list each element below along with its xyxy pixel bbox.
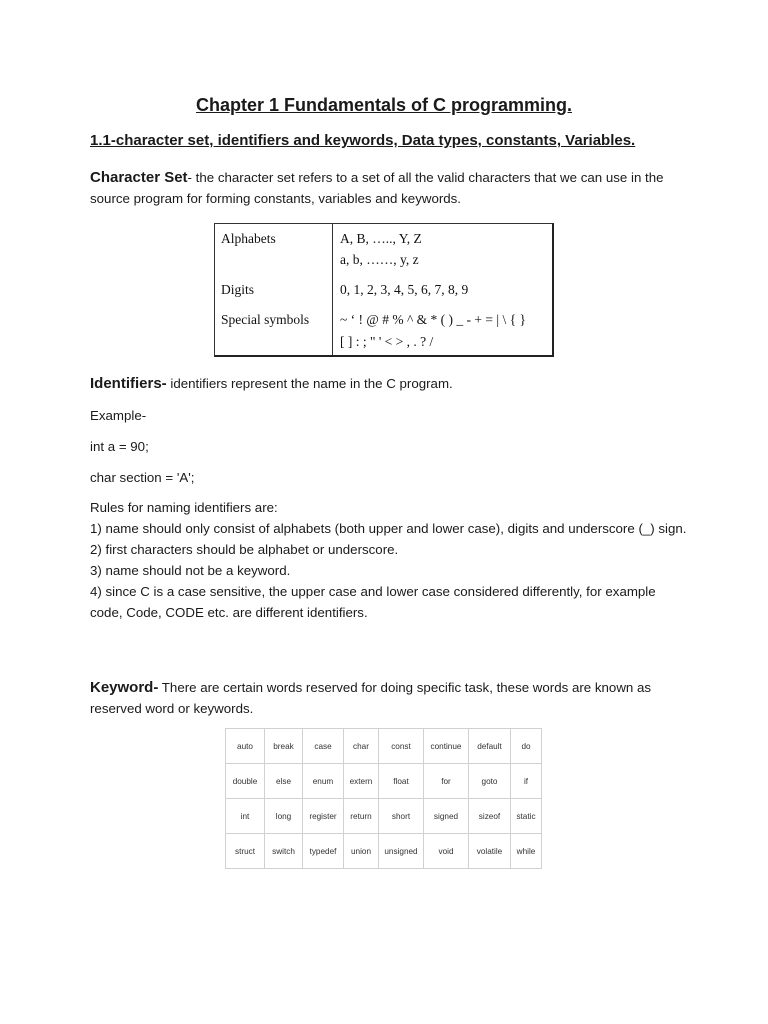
keyword-text: There are certain words reserved for doing specific task, these words are known as reserved word or keywords.: [90, 680, 652, 716]
value-lowercase: a, b, ……, y, z: [340, 252, 419, 267]
keyword-paragraph: [90, 677, 690, 719]
rule-item: 2) first characters should be alphabet or underscore.: [90, 542, 399, 557]
table-divider: [332, 224, 333, 355]
label-digits: Digits: [221, 282, 255, 297]
rule-item: 4) since C is a case sensitive, the upper case and lower case considered differently, for example code, Code, CODE etc. are different identifiers.: [90, 584, 656, 620]
keyword-cell: do: [511, 729, 542, 764]
keyword-cell: unsigned: [379, 834, 424, 869]
identifiers-text: identifiers represent the name in the C program.: [166, 376, 453, 391]
label-special-symbols: Special symbols: [221, 312, 310, 327]
keyword-cell: register: [303, 799, 344, 834]
keyword-cell: void: [424, 834, 469, 869]
character-set-table: [214, 223, 554, 357]
keyword-cell: else: [265, 764, 303, 799]
keyword-cell: typedef: [303, 834, 344, 869]
value-uppercase: A, B, ….., Y, Z: [340, 231, 422, 246]
keyword-cell: double: [226, 764, 265, 799]
keyword-cell: volatile: [469, 834, 511, 869]
keyword-cell: return: [344, 799, 379, 834]
keyword-heading: Keyword-: [90, 679, 159, 696]
rule-item: 3) name should not be a keyword.: [90, 563, 291, 578]
value-symbols-1: ~ ‘ ! @ # % ^ & * ( ) _ - + = | \ { }: [340, 312, 526, 327]
identifier-rules: [90, 497, 690, 623]
keyword-cell: const: [379, 729, 424, 764]
table-row: [226, 799, 542, 834]
table-row: [226, 834, 542, 869]
keyword-cell: static: [511, 799, 542, 834]
keyword-cell: while: [511, 834, 542, 869]
keyword-table: [225, 728, 542, 869]
keyword-cell: sizeof: [469, 799, 511, 834]
keyword-cell: extern: [344, 764, 379, 799]
keyword-cell: short: [379, 799, 424, 834]
keyword-cell: default: [469, 729, 511, 764]
section-subtitle: 1.1-character set, identifiers and keywords, Data types, constants, Variables.: [90, 132, 636, 149]
label-alphabets: Alphabets: [221, 231, 276, 246]
character-set-text: - the character set refers to a set of all the valid characters that we can use in the source program for forming constants, variables and keywords.: [90, 170, 664, 206]
keyword-cell: auto: [226, 729, 265, 764]
keyword-cell: if: [511, 764, 542, 799]
table-row: [226, 764, 542, 799]
keyword-cell: for: [424, 764, 469, 799]
keyword-cell: long: [265, 799, 303, 834]
rule-item: 1) name should only consist of alphabets (both upper and lower case), digits and underscore (_) sign.: [90, 521, 687, 536]
value-digits: 0, 1, 2, 3, 4, 5, 6, 7, 8, 9: [340, 282, 469, 297]
keyword-cell: int: [226, 799, 265, 834]
keyword-cell: union: [344, 834, 379, 869]
example-label: Example-: [90, 408, 147, 423]
keyword-cell: enum: [303, 764, 344, 799]
character-set-paragraph: [90, 167, 690, 209]
identifiers-heading: Identifiers-: [90, 375, 167, 392]
value-symbols-2: [ ] : ; " ' < > , . ? /: [340, 334, 434, 349]
character-set-heading: Character Set: [90, 169, 188, 186]
example-char: char section = 'A';: [90, 470, 195, 485]
keyword-cell: switch: [265, 834, 303, 869]
keyword-cell: break: [265, 729, 303, 764]
rules-title: Rules for naming identifiers are:: [90, 500, 278, 515]
table-row: [226, 729, 542, 764]
keyword-cell: char: [344, 729, 379, 764]
keyword-cell: signed: [424, 799, 469, 834]
keyword-cell: goto: [469, 764, 511, 799]
keyword-cell: float: [379, 764, 424, 799]
keyword-cell: struct: [226, 834, 265, 869]
example-int: int a = 90;: [90, 439, 149, 454]
identifiers-paragraph: [90, 373, 690, 394]
keyword-cell: continue: [424, 729, 469, 764]
keyword-cell: case: [303, 729, 344, 764]
page-title: Chapter 1 Fundamentals of C programming.: [195, 95, 573, 115]
